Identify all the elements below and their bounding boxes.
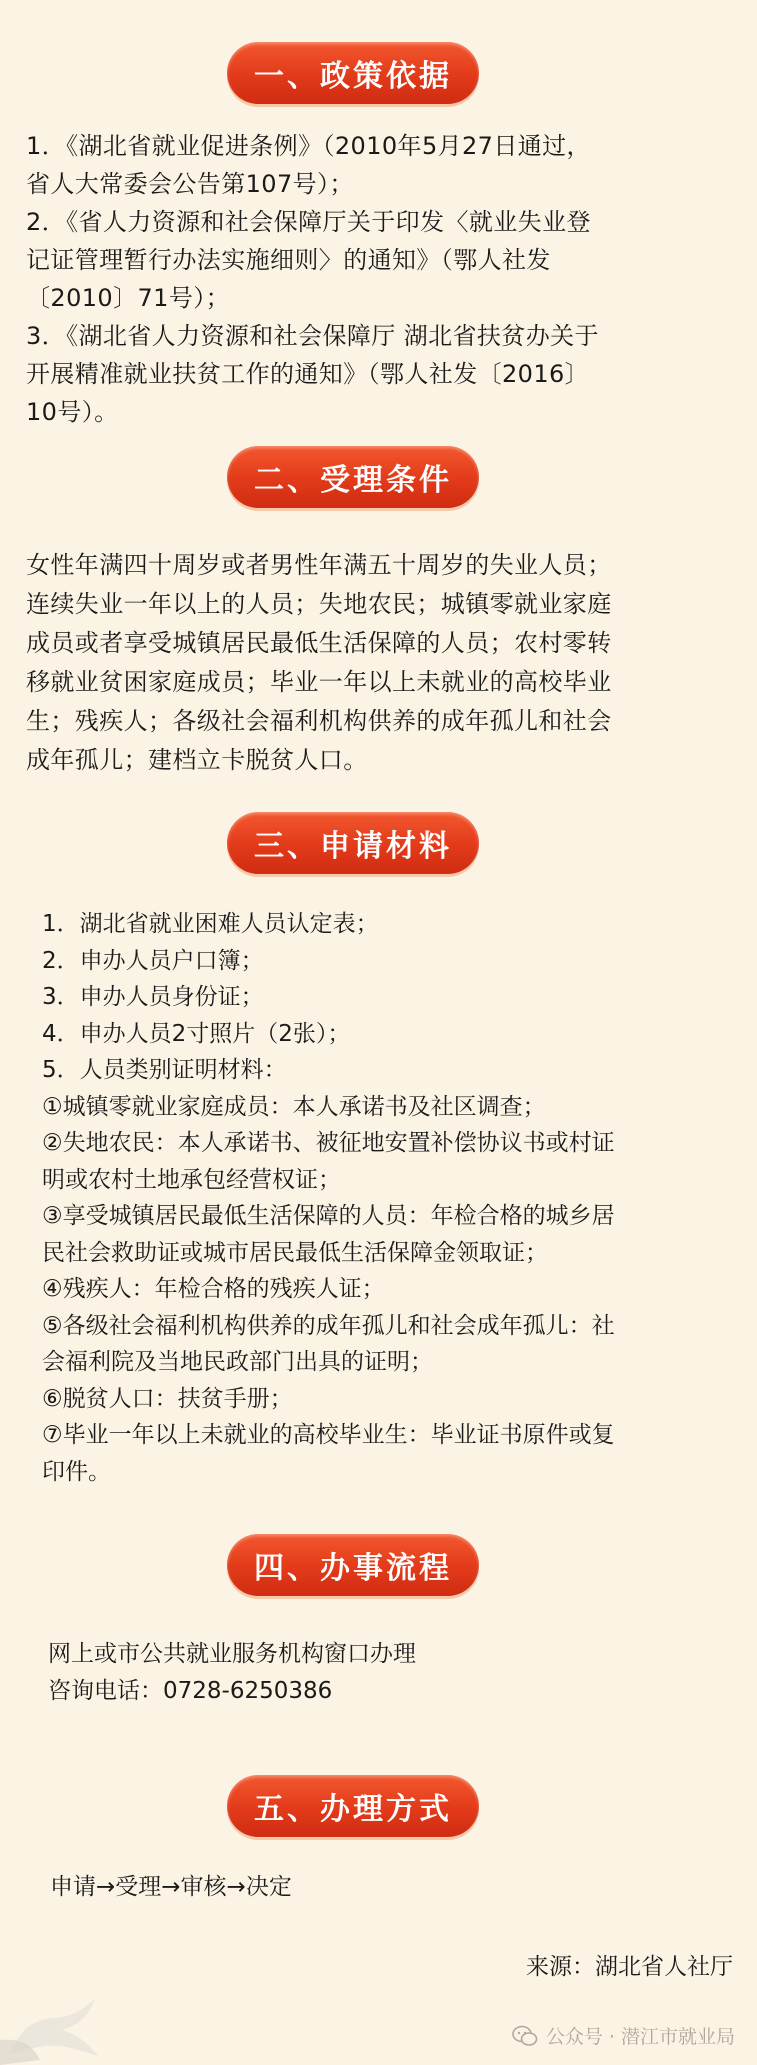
materials-line: 民社会救助证或城市居民最低生活保障金领取证； bbox=[42, 1239, 548, 1266]
materials-text bbox=[42, 906, 615, 1490]
materials-line: 4．申办人员2寸照片（2张）； bbox=[42, 1020, 351, 1047]
conditions-line: 移就业贫困家庭成员；毕业一年以上未就业的高校毕业 bbox=[26, 668, 612, 696]
section-title-conditions: 二、受理条件 bbox=[227, 446, 479, 508]
wechat-icon bbox=[512, 2025, 538, 2047]
policy-line: 10号）。 bbox=[26, 398, 119, 426]
materials-line: 印件。 bbox=[42, 1458, 111, 1485]
policy-line: 记证管理暂行办法实施细则〉的通知》（鄂人社发 bbox=[26, 246, 551, 274]
materials-line: 5．人员类别证明材料： bbox=[42, 1057, 287, 1083]
policy-line: 1．《湖北省就业促进条例》（2010年5月27日通过， bbox=[26, 132, 591, 160]
materials-line: 3．申办人员身份证； bbox=[42, 984, 264, 1010]
policy-line: 2．《省人力资源和社会保障厅关于印发〈就业失业登 bbox=[26, 208, 591, 236]
section-title-method: 五、办理方式 bbox=[227, 1775, 479, 1837]
materials-line: ③享受城镇居民最低生活保障的人员：年检合格的城乡居 bbox=[42, 1203, 615, 1229]
materials-line: ⑦毕业一年以上未就业的高校毕业生：毕业证书原件或复 bbox=[42, 1422, 615, 1448]
method-text bbox=[50, 1868, 292, 1906]
policy-line: 〔2010〕71号）； bbox=[26, 284, 231, 312]
materials-line: ⑤各级社会福利机构供养的成年孤儿和社会成年孤儿：社 bbox=[42, 1312, 615, 1339]
dove-decoration-icon bbox=[0, 1960, 110, 2065]
materials-line: 明或农村土地承包经营权证； bbox=[42, 1166, 341, 1193]
conditions-line: 生；残疾人；各级社会福利机构供养的成年孤儿和社会 bbox=[26, 707, 612, 735]
process-line: 咨询电话：0728-6250386 bbox=[48, 1678, 333, 1704]
conditions-text bbox=[26, 546, 612, 780]
materials-line: ②失地农民：本人承诺书、被征地安置补偿协议书或村证 bbox=[42, 1130, 615, 1156]
policy-line: 省人大常委会公告第107号）； bbox=[26, 170, 354, 198]
materials-line: ⑥脱贫人口：扶贫手册； bbox=[42, 1385, 293, 1412]
materials-line: 会福利院及当地民政部门出具的证明； bbox=[42, 1349, 433, 1375]
policy-text bbox=[26, 127, 599, 431]
materials-line: 2．申办人员户口簿； bbox=[42, 947, 264, 974]
materials-line: 1．湖北省就业困难人员认定表； bbox=[42, 911, 379, 937]
conditions-line: 连续失业一年以上的人员；失地农民；城镇零就业家庭 bbox=[26, 590, 612, 618]
policy-line: 开展精准就业扶贫工作的通知》（鄂人社发〔2016〕 bbox=[26, 360, 590, 388]
process-text bbox=[48, 1636, 416, 1710]
footer bbox=[512, 2022, 735, 2049]
policy-line: 3．《湖北省人力资源和社会保障厅 湖北省扶贫办关于 bbox=[26, 322, 599, 350]
footer-text: 公众号 · 潜江市就业局 bbox=[545, 2026, 735, 2048]
process-line: 网上或市公共就业服务机构窗口办理 bbox=[48, 1641, 416, 1667]
conditions-line: 成年孤儿；建档立卡脱贫人口。 bbox=[26, 746, 368, 774]
section-title-materials: 三、申请材料 bbox=[227, 812, 479, 874]
source-text: 来源：湖北省人社厅 bbox=[526, 1954, 733, 1980]
section-title-policy: 一、政策依据 bbox=[227, 42, 479, 104]
materials-line: ④残疾人：年检合格的残疾人证； bbox=[42, 1276, 385, 1302]
section-title-process: 四、办事流程 bbox=[227, 1534, 479, 1596]
conditions-line: 女性年满四十周岁或者男性年满五十周岁的失业人员； bbox=[26, 551, 612, 579]
conditions-line: 成员或者享受城镇居民最低生活保障的人员；农村零转 bbox=[26, 629, 612, 657]
materials-line: ①城镇零就业家庭成员：本人承诺书及社区调查； bbox=[42, 1093, 546, 1120]
method-line: 申请→受理→审核→决定 bbox=[50, 1874, 292, 1900]
